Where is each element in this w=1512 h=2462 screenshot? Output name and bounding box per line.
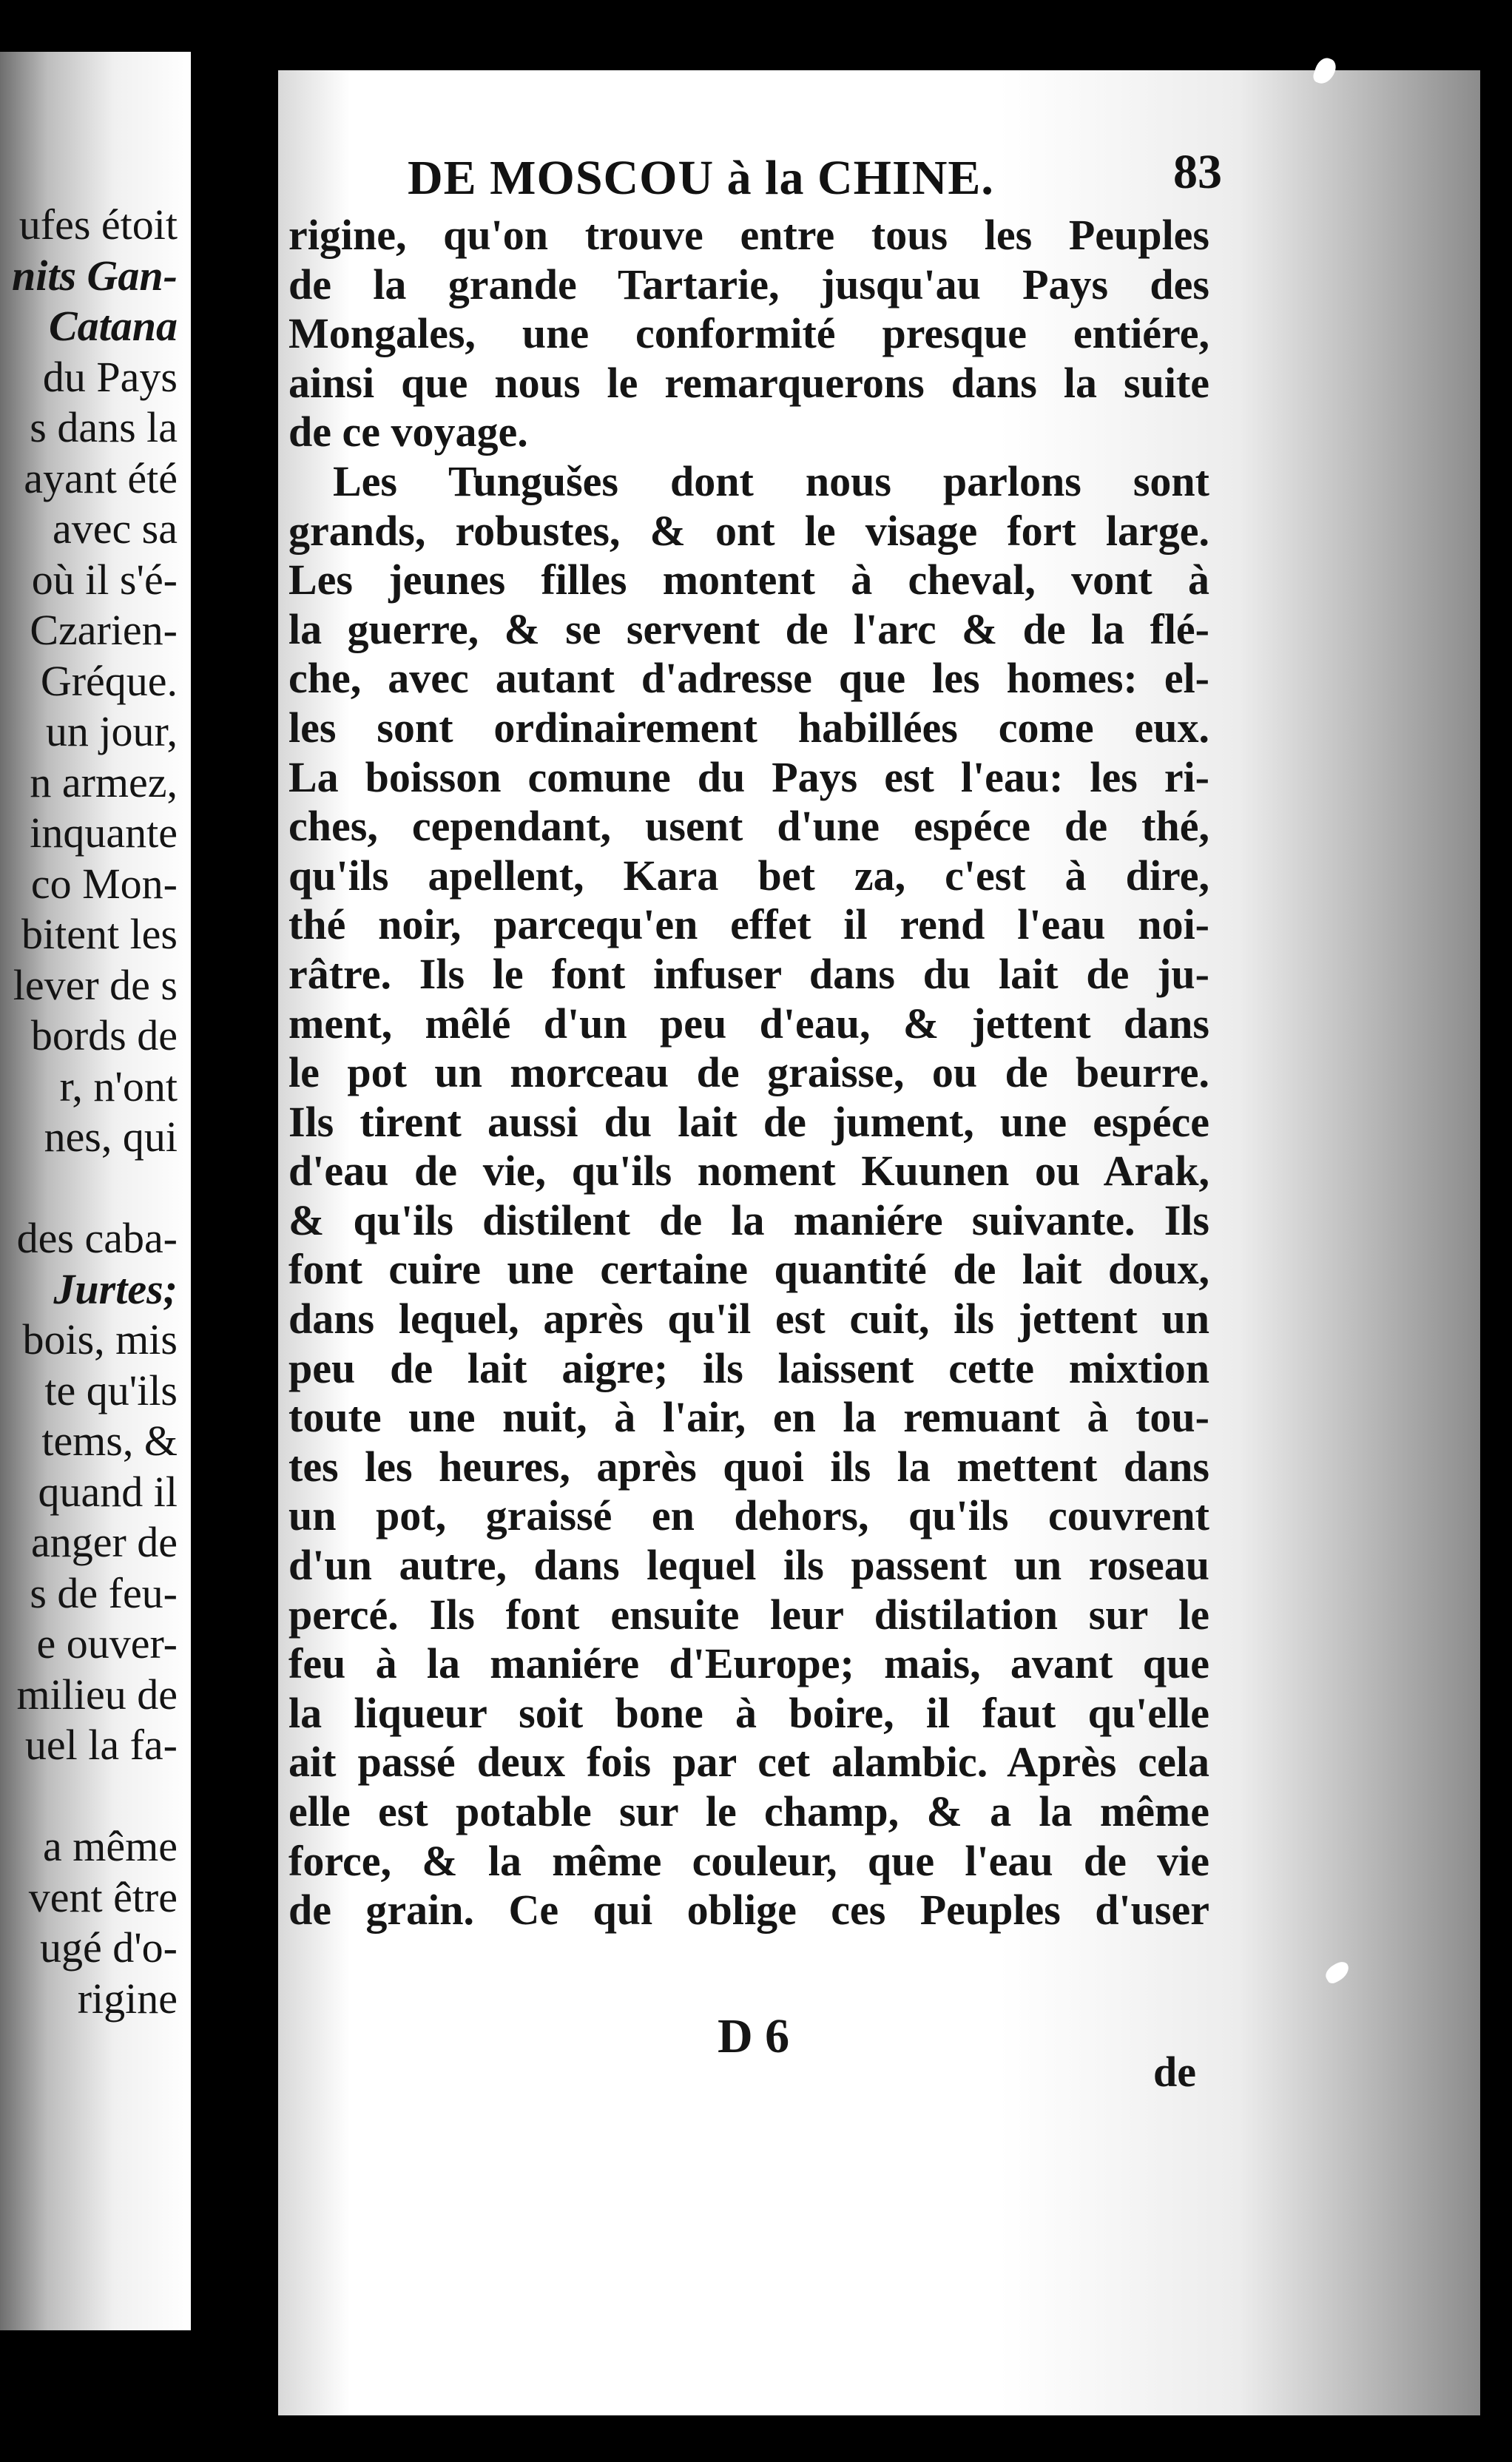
body-line: percé. Ils font ensuite leur distilation sur le (288, 1590, 1209, 1639)
body-line: la guerre, & se servent de l'arc & de la flé- (288, 604, 1209, 653)
left-page-line: bords de (30, 1011, 178, 1059)
body-line: dans lequel, après qu'il est cuit, ils jettent un (288, 1295, 1209, 1343)
signature-mark: D 6 (718, 2009, 790, 2063)
left-page-line: bois, mis (22, 1315, 178, 1363)
left-page-line: des caba- (16, 1214, 178, 1262)
body-line: Ils tirent aussi du lait de jument, une espéce (288, 1097, 1209, 1146)
left-page-line: quand il (38, 1467, 178, 1516)
left-page-line: s dans la (30, 403, 178, 451)
left-page-line: s de feu- (30, 1568, 178, 1617)
running-title: DE MOSCOU à la CHINE. (408, 151, 994, 205)
body-line: ment, mêlé d'un peu d'eau, & jettent dans (288, 999, 1209, 1048)
body-line: de ce voyage. (288, 408, 528, 456)
body-line: La boisson comune du Pays est l'eau: les ri- (288, 752, 1209, 801)
left-page-line: du Pays (42, 352, 178, 401)
left-page-line: Catana (48, 302, 178, 350)
body-line: qu'ils apellent, Kara bet za, c'est à dire, (288, 851, 1209, 900)
body-line: grands, robustes, & ont le visage fort large. (288, 506, 1209, 555)
body-line: ainsi que nous le remarquerons dans la suite (288, 358, 1209, 407)
left-page-line: co Mon- (30, 859, 178, 908)
body-line: che, avec autant d'adresse que les homes: el- (288, 654, 1209, 703)
left-page-line: un jour, (45, 707, 178, 755)
left-page-line: nes, qui (44, 1113, 178, 1161)
body-line: un pot, graissé en dehors, qu'ils couvrent (288, 1491, 1209, 1540)
body-line: peu de lait aigre; ils laissent cette mixtion (288, 1343, 1209, 1392)
body-line: & qu'ils distilent de la maniére suivante. Ils (288, 1195, 1209, 1244)
body-line: tes les heures, après quoi ils la mettent dans (288, 1442, 1209, 1491)
left-page-line: avec sa (52, 505, 178, 553)
left-page-line: ayant été (24, 453, 178, 502)
body-line: de la grande Tartarie, jusqu'au Pays des (288, 260, 1209, 308)
left-page-line: rigine (77, 1974, 178, 2023)
body-line: Les Tungušes dont nous parlons sont (333, 456, 1209, 505)
left-page-line: a même (43, 1822, 178, 1870)
left-page-line: où il s'é- (31, 555, 178, 604)
previous-page-strip (0, 52, 191, 2330)
left-page-line: lever de s (13, 960, 178, 1009)
body-line: force, & la même couleur, que l'eau de vie (288, 1836, 1209, 1885)
left-page-line: inquante (30, 809, 178, 857)
left-page-line: Jurtes; (53, 1264, 178, 1313)
body-line: Les jeunes filles montent à cheval, vont à (288, 556, 1209, 604)
body-line: rigine, qu'on trouve entre tous les Peuples (288, 211, 1209, 259)
left-page-line: r, n'ont (59, 1062, 178, 1110)
left-page-line: e ouver- (36, 1619, 178, 1667)
left-page-line: Gréque. (40, 656, 178, 705)
body-line: de grain. Ce qui oblige ces Peuples d'user (288, 1886, 1209, 1935)
page-number: 83 (1173, 145, 1222, 199)
body-line: feu à la maniére d'Europe; mais, avant que (288, 1639, 1209, 1688)
body-line: les sont ordinairement habillées come eux. (288, 703, 1209, 752)
left-page-line: te qu'ils (44, 1366, 178, 1414)
body-text (288, 211, 1209, 1935)
left-page-line: nits Gan- (11, 251, 178, 300)
left-page-line: ugé d'o- (39, 1923, 178, 1972)
body-line: ches, cependant, usent d'une espéce de thé, (288, 802, 1209, 851)
body-line: d'un autre, dans lequel ils passent un roseau (288, 1541, 1209, 1590)
body-line: ait passé deux fois par cet alambic. Après cela (288, 1738, 1209, 1787)
body-line: le pot un morceau de graisse, ou de beurre. (288, 1048, 1209, 1097)
left-page-line: ufes étoit (18, 200, 178, 249)
body-line: elle est potable sur le champ, & a la même (288, 1787, 1209, 1835)
left-page-line: uel la fa- (24, 1721, 178, 1769)
body-line: Mongales, une conformité presque entiére, (288, 309, 1209, 358)
left-page-line: milieu de (16, 1670, 178, 1719)
left-page-line: bitent les (21, 910, 178, 958)
left-page-line: tems, & (41, 1417, 178, 1465)
body-line: thé noir, parcequ'en effet il rend l'eau noi- (288, 900, 1209, 949)
catchword: de (1153, 2048, 1196, 2096)
body-line: toute une nuit, à l'air, en la remuant à tou- (288, 1393, 1209, 1442)
body-line: d'eau de vie, qu'ils noment Kuunen ou Arak, (288, 1147, 1209, 1195)
left-page-line: Czarien- (30, 606, 178, 654)
body-line: râtre. Ils le font infuser dans du lait de ju- (288, 949, 1209, 998)
scan-speck (1323, 1959, 1352, 1986)
body-line: font cuire une certaine quantité de lait doux, (288, 1245, 1209, 1294)
book-page (278, 70, 1480, 2415)
left-page-line: vent être (28, 1872, 178, 1921)
left-page-line: n armez, (30, 758, 178, 806)
left-page-line: anger de (30, 1518, 178, 1566)
body-line: la liqueur soit bone à boire, il faut qu'elle (288, 1688, 1209, 1737)
